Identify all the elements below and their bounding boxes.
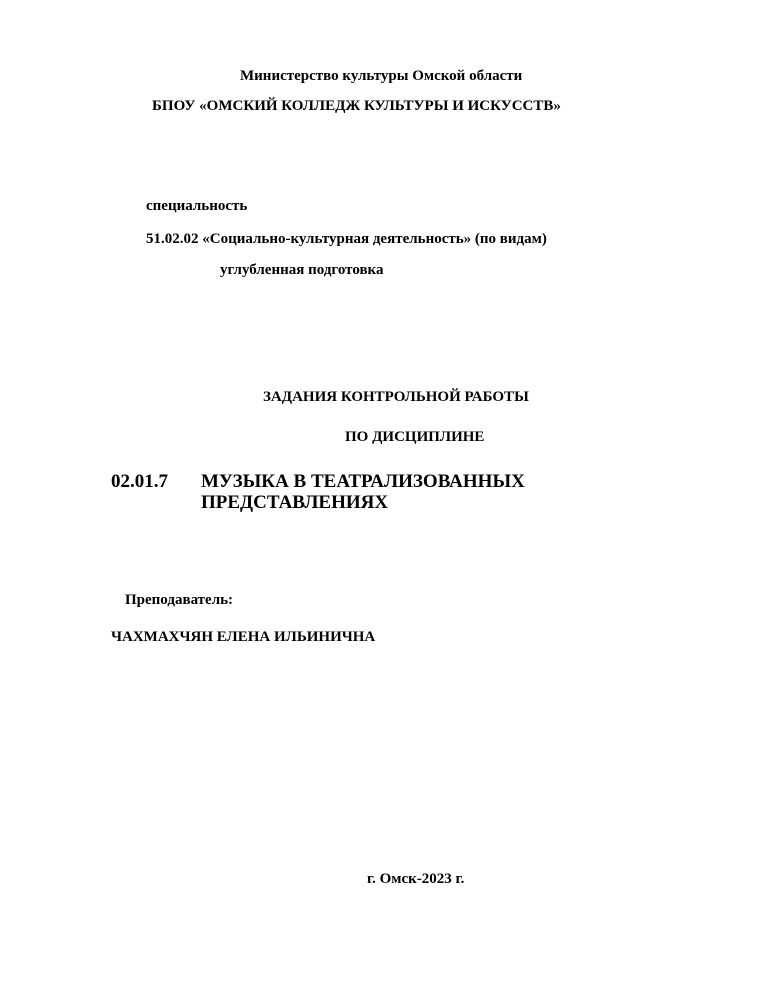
teacher-name: ЧАХМАХЧЯН ЕЛЕНА ИЛЬИНИЧНА [111,629,376,645]
discipline-name-line-2: ПРЕДСТАВЛЕНИЯХ [201,492,389,513]
institution-heading: БПОУ «ОМСКИЙ КОЛЛЕДЖ КУЛЬТУРЫ И ИСКУССТВ» [152,98,561,114]
title-line-1: ЗАДАНИЯ КОНТРОЛЬНОЙ РАБОТЫ [263,389,529,405]
teacher-label: Преподаватель: [125,592,234,608]
ministry-heading: Министерство культуры Омской области [240,68,523,84]
specialty-label: специальность [146,198,248,214]
city-year: г. Омск-2023 г. [367,871,465,887]
specialty-level: углубленная подготовка [220,262,384,278]
title-line-2: ПО ДИСЦИПЛИНЕ [345,429,485,445]
discipline-name-line-1: МУЗЫКА В ТЕАТРАЛИЗОВАННЫХ [201,471,525,492]
specialty-name: 51.02.02 «Социально-культурная деятельность» (по видам) [146,231,547,247]
discipline-code: 02.01.7 [111,471,168,492]
